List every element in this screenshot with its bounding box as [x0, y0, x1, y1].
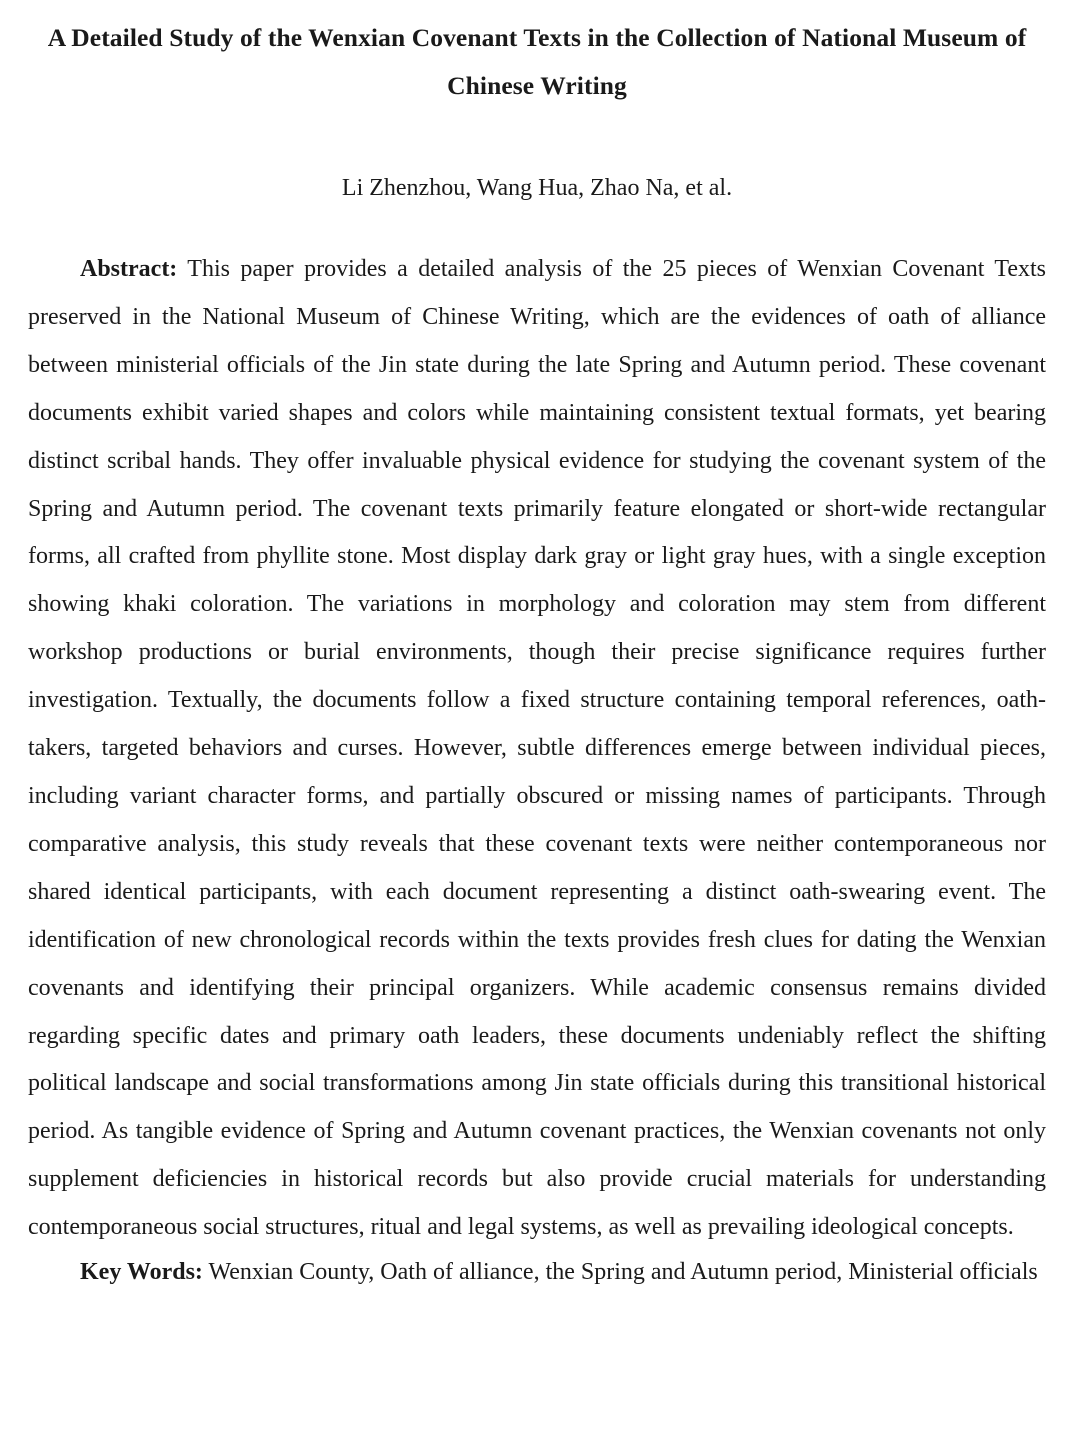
keywords-label: Key Words: — [80, 1259, 203, 1286]
keywords-paragraph — [28, 1252, 1046, 1292]
paper-page — [28, 0, 1046, 1292]
paper-title: A Detailed Study of the Wenxian Covenant Texts in the Collection of National Museum of Chinese Writing — [47, 23, 1027, 100]
author-list: Li Zhenzhou, Wang Hua, Zhao Na, et al. — [341, 175, 733, 201]
abstract-label: Abstract: — [80, 256, 178, 282]
keywords-text: Wenxian County, Oath of alliance, the Spring and Autumn period, Ministerial officials — [208, 1259, 1038, 1286]
abstract-text: This paper provides a detailed analysis of the 25 pieces of Wenxian Covenant Texts preserved in the National Museum of Chinese Writing, which are the evidences of oath of alliance between ministerial officials of the Jin state during the late Spring and Autumn period. These covenant documents exhibit varied shapes and colors while maintaining consistent textual formats, yet bearing distinct scribal hands. They offer invaluable physical evidence for studying the covenant system of the Spring and Autumn period. The covenant texts primarily feature elongated or short-wide rectangular forms, all crafted from phyllite stone. Most display dark gray or light gray hues, with a single exception showing khaki coloration. The variations in morphology and coloration may stem from different workshop productions or burial environments, though their precise significance requires further investigation. Textually, the documents follow a fixed structure containing temporal references, oath-takers, targeted behaviors and curses. However, subtle differences emerge between individual pieces, including variant character forms, and partially obscured or missing names of participants. Through comparative analysis, this study reveals that these covenant texts were neither contemporaneous nor shared identical participants, with each document representing a distinct oath-swearing event. The identification of new chronological records within the texts provides fresh clues for dating the Wenxian covenants and identifying their principal organizers. While academic consensus remains divided regarding specific dates and primary oath leaders, these documents undeniably reflect the shifting political landscape and social transformations among Jin state officials during this transitional historical period. As tangible evidence of Spring and Autumn covenant practices, the Wenxian covenants not only supplement deficiencies in historical records but also provide crucial materials for understanding contemporaneous social structures, ritual and legal systems, as well as prevailing ideological concepts. — [28, 256, 1046, 1241]
abstract-paragraph — [28, 246, 1046, 1252]
